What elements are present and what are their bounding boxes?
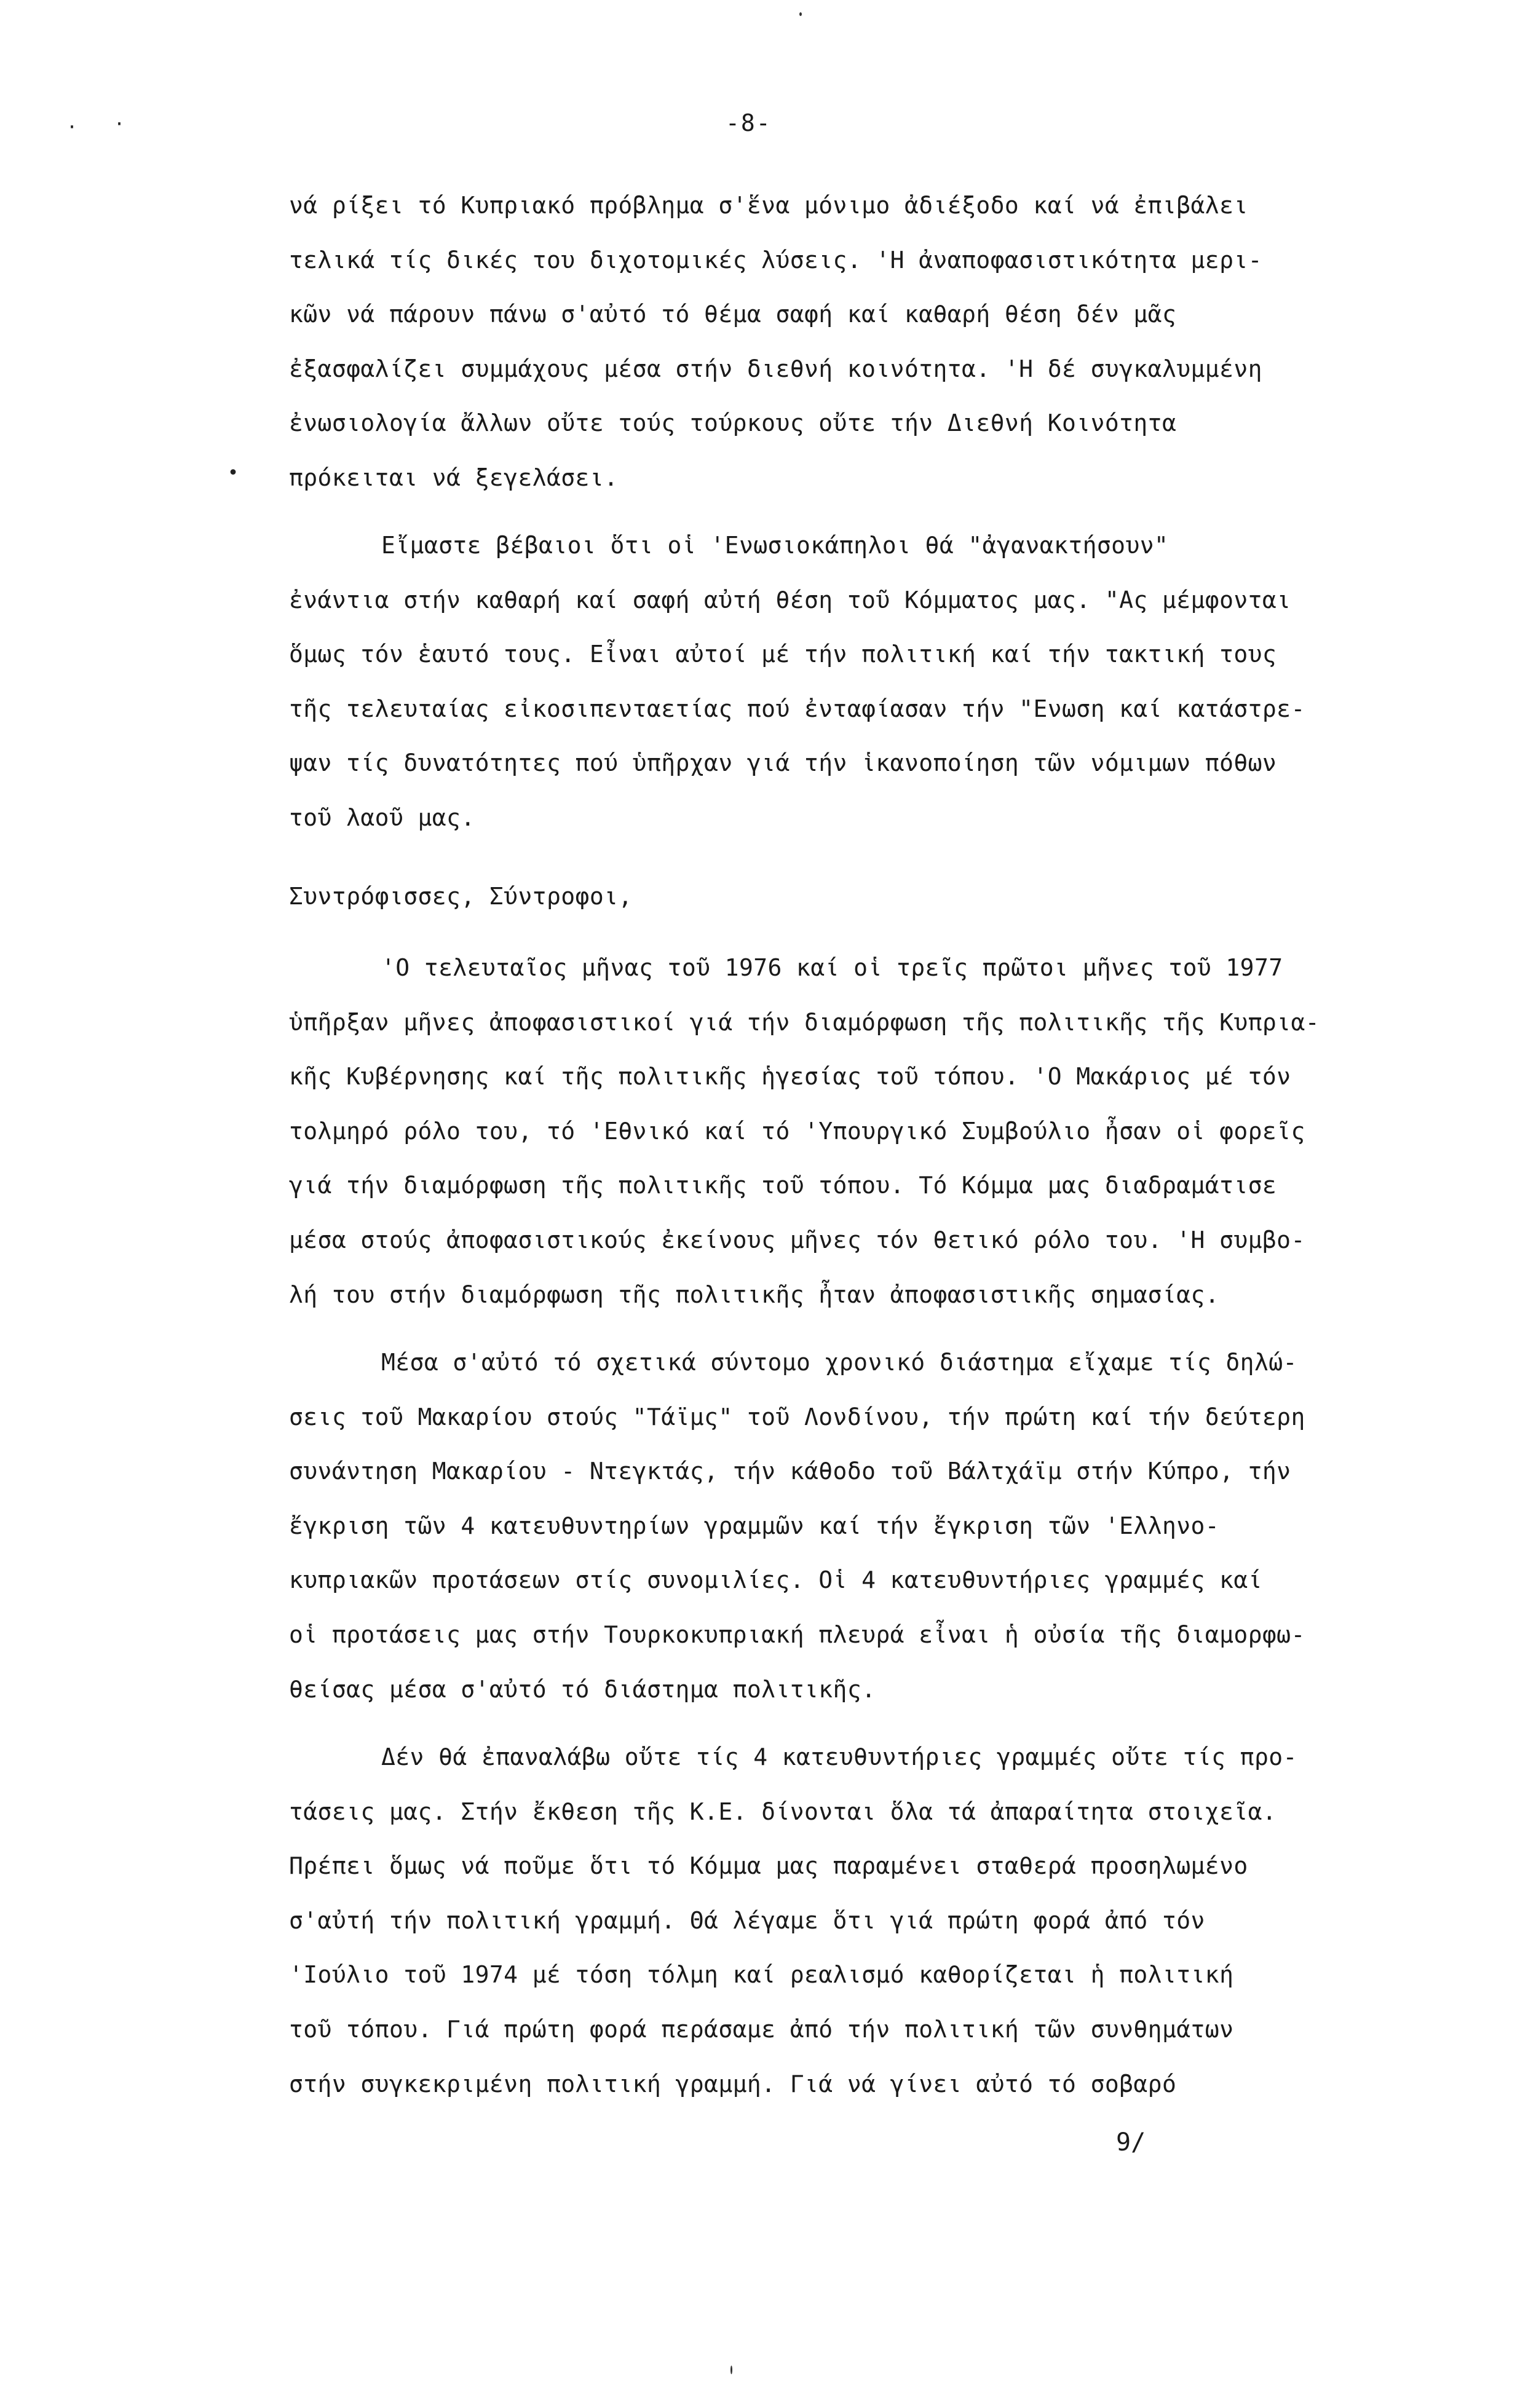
text-line: τοῦ τόπου. Γιά πρώτη φορά περάσαμε ἀπό τήν πολιτική τῶν συνθημάτων — [289, 2015, 1234, 2043]
text-line: κῶν νά πάρουν πάνω σ'αὐτό τό θέμα σαφή καί καθαρή θέση δέν μᾶς — [289, 301, 1177, 328]
paragraph-2 — [289, 518, 1414, 845]
margin-mark: • — [228, 462, 239, 484]
page-number: -8- — [726, 109, 772, 136]
text-line: ψαν τίς δυνατότητες πού ὑπῆρχαν γιά τήν ἱκανοποίηση τῶν νόμιμων πόθων — [289, 749, 1277, 777]
continuation-marker: 9/ — [1116, 2128, 1146, 2157]
paragraph-5 — [289, 1730, 1414, 2111]
text-line: Μέσα σ'αὐτό τό σχετικά σύντομο χρονικό διάστημα εἴχαμε τίς δηλώ- — [381, 1349, 1297, 1376]
text-line: κυπριακῶν προτάσεων στίς συνομιλίες. Οἱ 4 κατευθυντήριες γραμμές καί — [289, 1566, 1262, 1594]
text-line: πρόκειται νά ξεγελάσει. — [289, 464, 619, 491]
margin-mark: · — [66, 117, 78, 138]
text-line: οἱ προτάσεις μας στήν Τουρκοκυπριακή πλευρά εἶναι ἡ οὐσία τῆς διαμορφω- — [289, 1620, 1305, 1648]
text-line: τῆς τελευταίας εἰκοσιπενταετίας πού ἐνταφίασαν τήν "Ενωση καί κατάστρε- — [289, 695, 1305, 722]
text-line: σεις τοῦ Μακαρίου στούς "Τάϊμς" τοῦ Λονδίνου, τήν πρώτη καί τήν δεύτερη — [289, 1403, 1305, 1431]
paragraph-1 — [289, 178, 1414, 505]
text-line: θείσας μέσα σ'αὐτό τό διάστημα πολιτικῆς. — [289, 1675, 876, 1703]
scan-speck — [730, 2366, 732, 2374]
text-line: ἐνάντια στήν καθαρή καί σαφή αὐτή θέση τοῦ Κόμματος μας. "Ας μέμφονται — [289, 586, 1291, 614]
text-line: μέσα στούς ἀποφασιστικούς ἐκείνους μῆνες τόν θετικό ρόλο του. 'Η συμβο- — [289, 1226, 1305, 1253]
text-line: νά ρίξει τό Κυπριακό πρόβλημα σ'ἕνα μόνιμο ἀδιέξοδο καί νά ἐπιβάλει — [289, 192, 1248, 219]
text-line: ὅμως τόν ἑαυτό τους. Εἶναι αὐτοί μέ τήν πολιτική καί τήν τακτική τους — [289, 641, 1277, 668]
text-line: ὑπῆρξαν μῆνες ἀποφασιστικοί γιά τήν διαμόρφωση τῆς πολιτικῆς τῆς Κυπρια- — [289, 1008, 1320, 1036]
margin-mark: · — [114, 114, 125, 135]
text-line: τελικά τίς δικές του διχοτομικές λύσεις. 'Η ἀναποφασιστικότητα μερι- — [289, 246, 1262, 274]
text-line: ἔγκριση τῶν 4 κατευθυντηρίων γραμμῶν καί τήν ἔγκριση τῶν 'Ελληνο- — [289, 1512, 1220, 1539]
text-line: ἐξασφαλίζει συμμάχους μέσα στήν διεθνή κοινότητα. 'Η δέ συγκαλυμμένη — [289, 355, 1262, 382]
text-line: Πρέπει ὅμως νά ποῦμε ὅτι τό Κόμμα μας παραμένει σταθερά προσηλωμένο — [289, 1852, 1248, 1880]
paragraph-3 — [289, 941, 1414, 1322]
text-line: 'Ο τελευταῖος μῆνας τοῦ 1976 καί οἱ τρεῖς πρῶτοι μῆνες τοῦ 1977 — [381, 954, 1283, 981]
text-line: τάσεις μας. Στήν ἔκθεση τῆς Κ.Ε. δίνονται ὅλα τά ἀπαραίτητα στοιχεῖα. — [289, 1798, 1277, 1825]
text-line: συνάντηση Μακαρίου - Ντεγκτάς, τήν κάθοδο τοῦ Βάλτχάϊμ στήν Κύπρο, τήν — [289, 1458, 1291, 1485]
text-line: γιά τήν διαμόρφωση τῆς πολιτικῆς τοῦ τόπου. Τό Κόμμα μας διαδραμάτισε — [289, 1172, 1277, 1199]
text-line: Δέν θά ἐπαναλάβω οὔτε τίς 4 κατευθυντήριες γραμμές οὔτε τίς προ- — [381, 1743, 1297, 1770]
text-line: Συντρόφισσες, Σύντροφοι, — [289, 883, 633, 910]
text-line: στήν συγκεκριμένη πολιτική γραμμή. Γιά νά γίνει αὐτό τό σοβαρό — [289, 2070, 1177, 2098]
text-line: ἐνωσιολογία ἄλλων οὔτε τούς τούρκους οὔτε τήν Διεθνή Κοινότητα — [289, 409, 1177, 437]
text-line: τολμηρό ρόλο του, τό 'Εθνικό καί τό 'Υπουργικό Συμβούλιο ἦσαν οἱ φορεῖς — [289, 1117, 1305, 1145]
text-line: κῆς Κυβέρνησης καί τῆς πολιτικῆς ἡγεσίας τοῦ τόπου. 'Ο Μακάριος μέ τόν — [289, 1063, 1291, 1091]
text-line: σ'αὐτή τήν πολιτική γραμμή. Θά λέγαμε ὅτι γιά πρώτη φορά ἀπό τόν — [289, 1906, 1205, 1934]
text-line: λή του στήν διαμόρφωση τῆς πολιτικῆς ἦταν ἀποφασιστικῆς σημασίας. — [289, 1281, 1220, 1308]
text-line: τοῦ λαοῦ μας. — [289, 803, 475, 831]
scan-speck — [799, 12, 802, 16]
paragraph-4 — [289, 1335, 1414, 1716]
text-line: Εἴμαστε βέβαιοι ὅτι οἱ 'Ενωσιοκάπηλοι θά "ἀγανακτήσουν" — [381, 532, 1169, 559]
text-line: 'Ιούλιο τοῦ 1974 μέ τόση τόλμη καί ρεαλισμό καθορίζεται ἡ πολιτική — [289, 1961, 1234, 1989]
salutation — [289, 869, 1414, 924]
